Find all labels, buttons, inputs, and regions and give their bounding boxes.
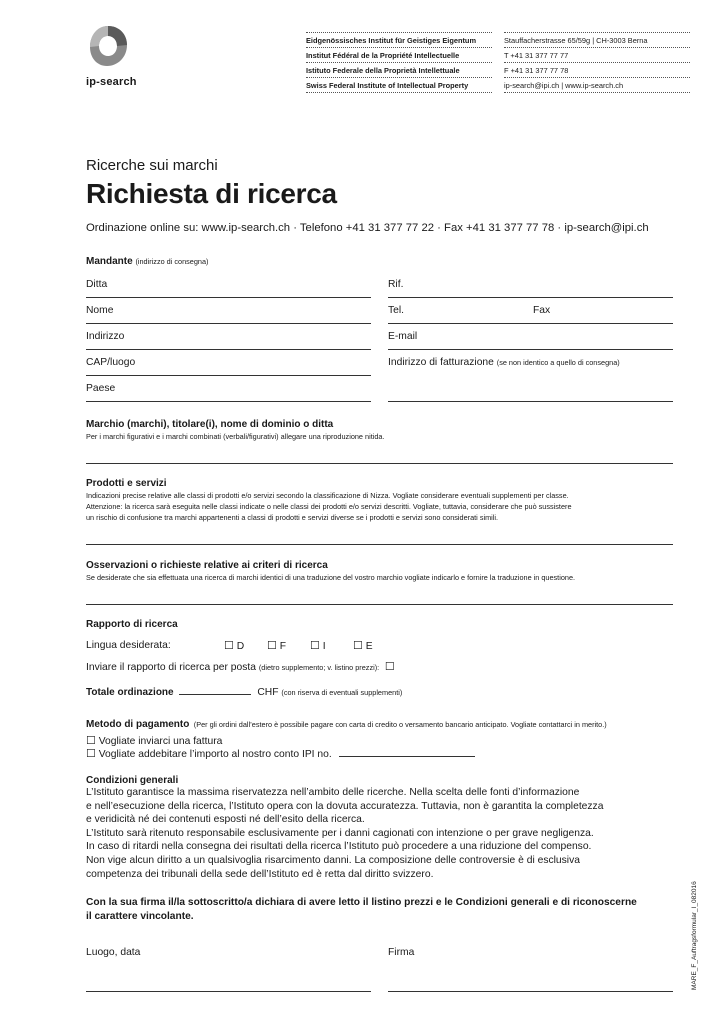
pagamento-heading-row bbox=[86, 714, 686, 732]
posta-checkbox-icon[interactable]: ☐ bbox=[384, 661, 395, 673]
totale-label: Totale ordinazione bbox=[86, 687, 174, 698]
marchio-note: Per i marchi figurativi e i marchi combinati (verbali/figurativi) allegare una riproduzione nitida. bbox=[86, 432, 385, 441]
declaration-line: il carattere vincolante. bbox=[86, 911, 194, 922]
checkbox-icon[interactable]: ☐ bbox=[224, 640, 234, 652]
totale-note: (con riserva di eventuali supplementi) bbox=[281, 688, 403, 697]
cap-luogo-field[interactable] bbox=[86, 375, 371, 376]
rapporto-heading: Rapporto di ricerca bbox=[86, 619, 178, 630]
luogo-data-field[interactable] bbox=[86, 991, 371, 992]
checkbox-icon[interactable]: ☐ bbox=[86, 748, 96, 760]
email-label: E-mail bbox=[388, 331, 418, 342]
lang-label-f: F bbox=[279, 641, 287, 652]
cap-luogo-label: CAP/luogo bbox=[86, 357, 136, 368]
option-invoice-label: Vogliate inviarci una fattura bbox=[98, 736, 223, 747]
checkbox-icon[interactable]: ☐ bbox=[353, 640, 363, 652]
checkbox-icon[interactable]: ☐ bbox=[310, 640, 320, 652]
pagamento-note: (Per gli ordini dall’estero è possibile pagare con carta di credito o versamento bancario anticipato. Vogliate contattarci in merito.) bbox=[193, 720, 607, 729]
condizioni-line: e nell’esecuzione della ricerca, l’Istituto opera con la dovuta accuratezza. Tuttavia, non è garantita la completezza bbox=[86, 800, 604, 812]
condizioni-line: Non vige alcun diritto a un qualsivoglia risarcimento danni. La composizione delle controversie è di esclusiva bbox=[86, 854, 580, 866]
indirizzo-label: Indirizzo bbox=[86, 331, 125, 342]
option-invoice[interactable] bbox=[86, 734, 222, 747]
condizioni-line: L’Istituto sarà ritenuto responsabile esclusivamente per i danni cagionati con intenzione o per grave negligenza. bbox=[86, 827, 594, 839]
prodotti-note-1: Indicazioni precise relative alle classi di prodotti e/o servizi secondo la classificazione di Nizza. Vogliate considerare eventuali supplementi per classe. bbox=[86, 491, 569, 500]
option-account-label: Vogliate addebitare l’importo al nostro conto IPI no. bbox=[98, 749, 332, 760]
luogo-data-label: Luogo, data bbox=[86, 947, 141, 958]
header-divider bbox=[504, 92, 690, 93]
paese-label: Paese bbox=[86, 383, 116, 394]
lang-option-d[interactable] bbox=[224, 639, 244, 652]
ip-search-logo-icon bbox=[88, 24, 128, 68]
order-contact-line: Ordinazione online su: www.ip-search.ch · Telefono +41 31 377 77 22 · Fax +41 31 377 77 78 · ip-search@ipi.ch bbox=[86, 222, 649, 234]
tel-label: Tel. bbox=[388, 305, 405, 316]
checkbox-icon[interactable]: ☐ bbox=[267, 640, 277, 652]
marchio-heading: Marchio (marchi), titolare(i), nome di dominio o ditta bbox=[86, 419, 334, 430]
mandante-heading bbox=[86, 256, 208, 267]
billing-note: (se non identico a quello di consegna) bbox=[496, 358, 620, 367]
billing-label bbox=[388, 357, 620, 368]
lang-label-e: E bbox=[365, 641, 373, 652]
form-code: MARE_F_Auftragsformular_I_082016 bbox=[691, 881, 698, 990]
firma-field[interactable] bbox=[388, 991, 673, 992]
posta-label: Inviare il rapporto di ricerca per posta bbox=[86, 662, 256, 673]
mandante-title: Mandante bbox=[86, 256, 133, 267]
condizioni-line: e veridicità né dei contenuti esposti né dell’esito della ricerca. bbox=[86, 814, 365, 826]
posta-option bbox=[86, 660, 395, 673]
osservazioni-heading: Osservazioni o richieste relative ai criteri di ricerca bbox=[86, 560, 328, 571]
institute-name-en: Swiss Federal Institute of Intellectual Property bbox=[306, 77, 492, 92]
ditta-field[interactable] bbox=[86, 297, 371, 298]
page-title: Richiesta di ricerca bbox=[86, 178, 337, 209]
tel-fax-field[interactable] bbox=[388, 323, 673, 324]
prodotti-field[interactable] bbox=[86, 544, 673, 545]
checkbox-icon[interactable]: ☐ bbox=[86, 735, 96, 747]
lingua-label: Lingua desiderata: bbox=[86, 640, 171, 651]
totale-amount-field[interactable] bbox=[179, 694, 251, 695]
posta-note: (dietro supplemento; v. listino prezzi): bbox=[258, 663, 380, 672]
logo-text: ip-search bbox=[86, 76, 137, 88]
osservazioni-field[interactable] bbox=[86, 604, 673, 605]
totale-row bbox=[86, 687, 402, 698]
prodotti-note-2: Attenzione: la ricerca sarà eseguita nelle classi indicate o nelle classi dei prodotti e/o servizi descritti. Vogliate, tuttavia, considerare che può sussistere bbox=[86, 502, 572, 511]
firma-label: Firma bbox=[388, 947, 415, 958]
nome-label: Nome bbox=[86, 305, 114, 316]
fax-label: Fax bbox=[533, 305, 551, 316]
header-divider bbox=[306, 92, 492, 93]
page-subtitle: Ricerche sui marchi bbox=[86, 157, 218, 174]
mandante-note: (indirizzo di consegna) bbox=[135, 257, 209, 266]
billing-title: Indirizzo di fatturazione bbox=[388, 357, 494, 368]
condizioni-line: In caso di ritardi nella consegna dei risultati della ricerca l’Istituto può procedere a una riduzione del compenso. bbox=[86, 841, 592, 853]
totale-currency: CHF bbox=[257, 687, 279, 698]
prodotti-note-3: un rischio di confusione tra marchi appartenenti a classi di prodotti e servizi diverse se i prodotti e servizi sono considerati simili. bbox=[86, 513, 499, 522]
condizioni-heading: Condizioni generali bbox=[86, 775, 179, 786]
condizioni-text bbox=[86, 786, 686, 881]
contact-phone: T +41 31 377 77 77 bbox=[504, 47, 690, 62]
billing-field[interactable] bbox=[388, 401, 673, 402]
marchio-field[interactable] bbox=[86, 463, 673, 464]
condizioni-line: L’Istituto garantisce la massima riservatezza nell’ambito delle ricerche. Nella scelta delle fonti d’informazione bbox=[86, 787, 580, 798]
rif-field[interactable] bbox=[388, 297, 673, 298]
institute-name-fr: Institut Fédéral de la Propriété Intellectuelle bbox=[306, 47, 492, 62]
contact-address: Stauffacherstrasse 65/59g | CH-3003 Berna bbox=[504, 32, 690, 47]
rif-label: Rif. bbox=[388, 279, 404, 290]
lang-label-i: I bbox=[322, 641, 326, 652]
declaration bbox=[86, 896, 686, 924]
declaration-line: Con la sua firma il/la sottoscritto/a dichiara di avere letto il listino prezzi e le Condizioni generali e di riconoscerne bbox=[86, 897, 637, 908]
ditta-label: Ditta bbox=[86, 279, 108, 290]
nome-field[interactable] bbox=[86, 323, 371, 324]
pagamento-heading: Metodo di pagamento bbox=[86, 719, 190, 730]
lang-option-e[interactable] bbox=[353, 639, 373, 652]
lang-label-d: D bbox=[236, 641, 245, 652]
account-number-field[interactable] bbox=[339, 756, 475, 757]
option-account[interactable] bbox=[86, 747, 475, 760]
institute-name-it: Istituto Federale della Proprietà Intellettuale bbox=[306, 62, 492, 77]
osservazioni-note: Se desiderate che sia effettuata una ricerca di marchi identici di una traduzione del vostro marchio vogliate indicarlo e fornire la traduzione in questione. bbox=[86, 573, 576, 582]
lang-option-i[interactable] bbox=[310, 639, 326, 652]
institute-name-de: Eidgenössisches Institut für Geistiges Eigentum bbox=[306, 32, 492, 47]
email-field[interactable] bbox=[388, 349, 673, 350]
lang-option-f[interactable] bbox=[267, 639, 286, 652]
paese-field[interactable] bbox=[86, 401, 371, 402]
contact-fax: F +41 31 377 77 78 bbox=[504, 62, 690, 77]
indirizzo-field[interactable] bbox=[86, 349, 371, 350]
prodotti-heading: Prodotti e servizi bbox=[86, 478, 167, 489]
contact-email-web: ip-search@ipi.ch | www.ip-search.ch bbox=[504, 77, 690, 92]
condizioni-line: competenza dei tribunali della sede dell’Istituto ed è retta dal diritto svizzero. bbox=[86, 868, 434, 880]
